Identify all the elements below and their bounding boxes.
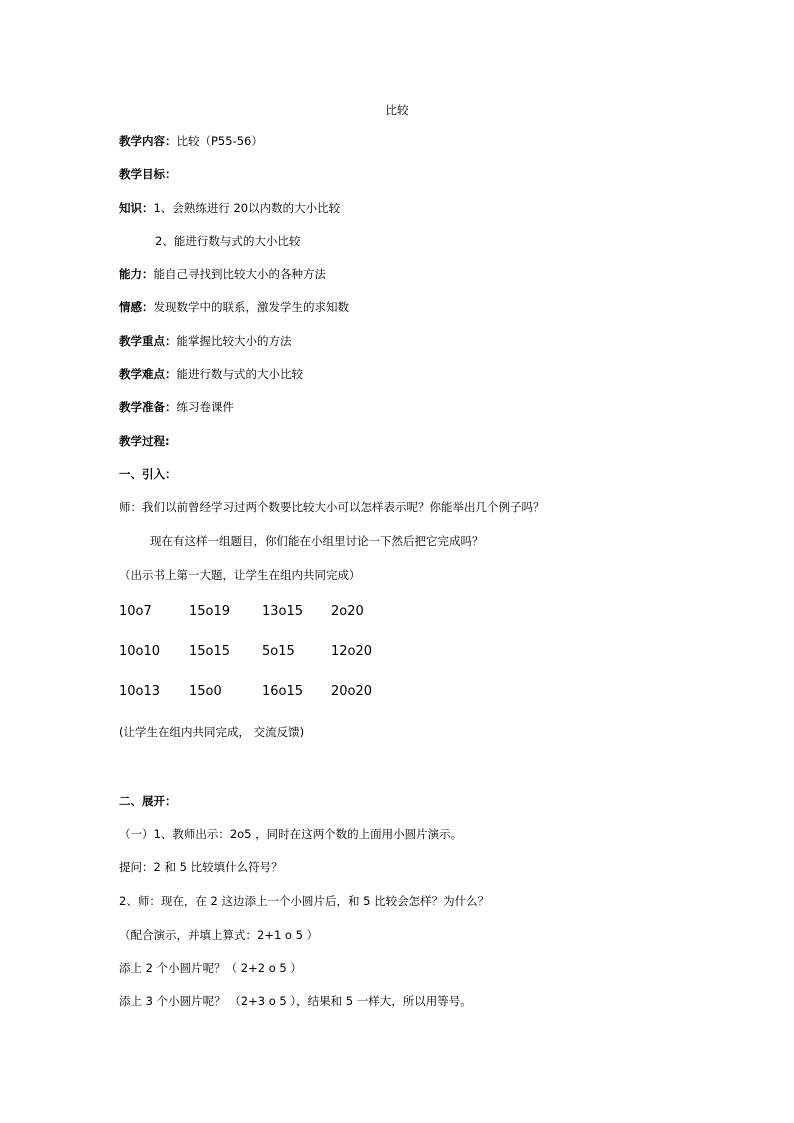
exercise-row-3	[119, 683, 401, 701]
feedback-note: (让学生在组内共同完成， 交流反馈)	[119, 725, 305, 739]
teacher-question: 师：我们以前曾经学习过两个数要比较大小可以怎样表示呢？你能举出几个例子吗？	[119, 500, 545, 514]
difficulty-value: 能进行数与式的大小比较	[176, 367, 303, 381]
content-line	[119, 133, 263, 149]
page-title: 比较	[385, 103, 409, 117]
exercise-item: 15o19	[189, 604, 231, 619]
knowledge-line	[119, 200, 340, 216]
exercise-item: 12o20	[331, 644, 373, 659]
keypoint-label: 教学重点：	[119, 334, 177, 348]
exercise-item: 10o13	[119, 684, 161, 699]
preparation-label: 教学准备：	[119, 400, 177, 414]
add2-line: 添上 2 个小圆片呢？（ 2+2 ο 5 ）	[119, 961, 302, 975]
question-line: 提问：2 和 5 比较填什么符号？	[119, 860, 283, 874]
exercise-item: 5o15	[262, 644, 295, 659]
step1-line: （一）1、教师出示：2o5 ，同时在这两个数的上面用小圆片演示。	[119, 827, 463, 841]
exercise-row-1	[119, 603, 401, 621]
process-label: 教学过程:	[119, 434, 170, 448]
exercise-item: 15o15	[189, 644, 231, 659]
demo-line: （配合演示，并填上算式：2+1 ο 5 ）	[119, 928, 319, 942]
step2-line: 2、师：现在，在 2 这边添上一个小圆片后，和 5 比较会怎样？为什么？	[119, 894, 490, 908]
keypoint-value: 能掌握比较大小的方法	[176, 334, 292, 348]
objectives-label: 教学目标：	[119, 167, 177, 181]
emotion-line	[119, 299, 349, 315]
exercise-item: 10o10	[119, 644, 161, 659]
objectives-line	[119, 166, 177, 182]
difficulty-line	[119, 366, 303, 382]
keypoint-line	[119, 333, 292, 349]
exercise-item: 10o7	[119, 604, 152, 619]
exercise-item: 13o15	[262, 604, 304, 619]
ability-label: 能力：	[119, 267, 154, 281]
show-note: （出示书上第一大题，让学生在组内共同完成）	[119, 568, 361, 582]
knowledge-item-2: 2、能进行数与式的大小比较	[155, 234, 301, 248]
exercise-row-2	[119, 643, 401, 661]
knowledge-label: 知识：	[119, 201, 154, 215]
content-label: 教学内容：	[119, 134, 177, 148]
exercise-item: 15o0	[189, 684, 222, 699]
knowledge-item-1: 1、会熟练进行 20以内数的大小比较	[153, 201, 341, 215]
difficulty-label: 教学难点：	[119, 367, 177, 381]
exercise-item: 16o15	[262, 684, 304, 699]
preparation-line	[119, 399, 234, 415]
emotion-label: 情感：	[119, 300, 154, 314]
section2-heading: 二、展开：	[119, 794, 177, 808]
preparation-value: 练习卷课件	[176, 400, 234, 414]
exercise-item: 20o20	[331, 684, 373, 699]
exercise-item: 2o20	[331, 604, 364, 619]
group-question: 现在有这样一组题目，你们能在小组里讨论一下然后把它完成吗？	[150, 534, 484, 548]
ability-line	[119, 266, 326, 282]
ability-value: 能自己寻找到比较大小的各种方法	[153, 267, 326, 281]
section1-heading: 一、引入：	[119, 467, 177, 481]
content-value: 比较（P55-56）	[176, 134, 263, 148]
add3-line: 添上 3 个小圆片呢？ （2+3 ο 5 ），结果和 5 一样大，所以用等号。	[119, 994, 472, 1008]
emotion-value: 发现数学中的联系，激发学生的求知数	[153, 300, 349, 314]
